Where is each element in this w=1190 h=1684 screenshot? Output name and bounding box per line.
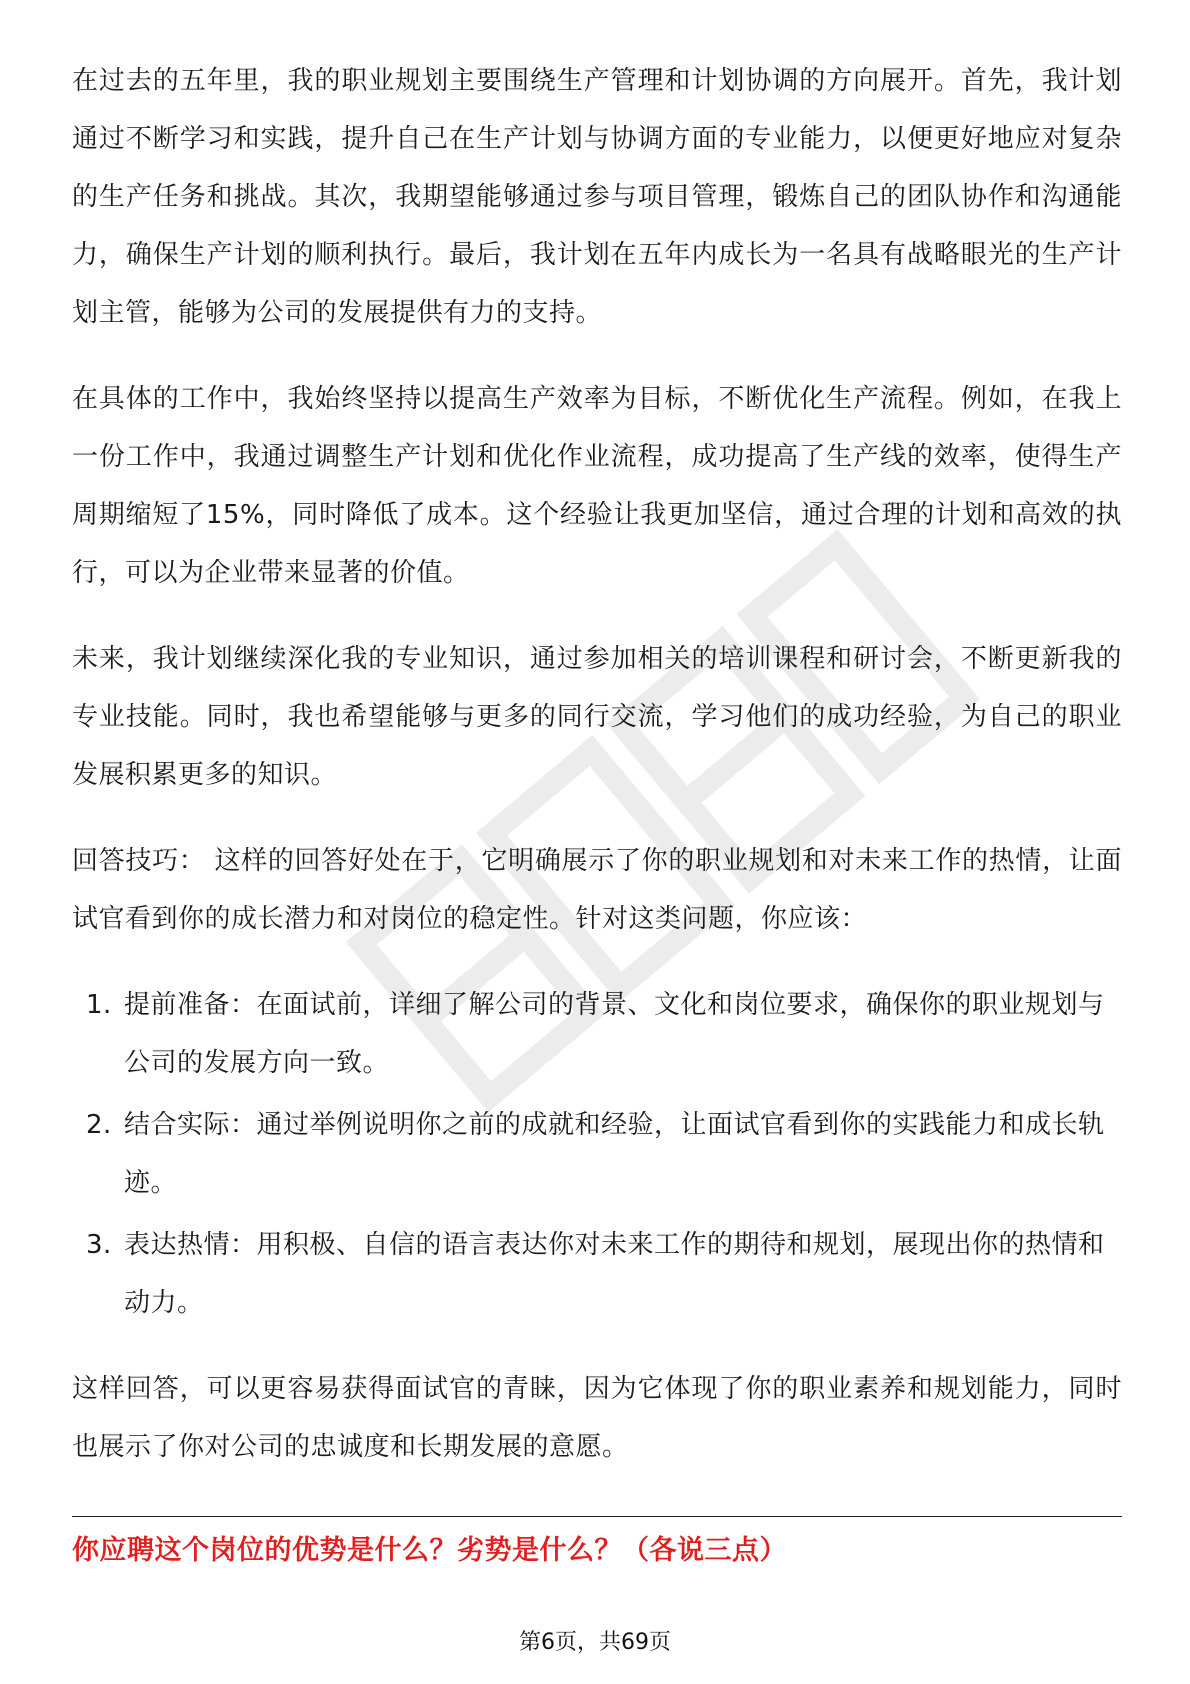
section-divider	[72, 1516, 1122, 1517]
tips-list	[72, 976, 1122, 1332]
list-item-text: 表达热情：用积极、自信的语言表达你对未来工作的期待和规划，展现出你的热情和动力。	[124, 1230, 1105, 1318]
list-item	[72, 976, 1122, 1092]
list-item	[72, 1096, 1122, 1212]
paragraph-closing: 这样回答，可以更容易获得面试官的青睐，因为它体现了你的职业素养和规划能力，同时也展示了你对公司的忠诚度和长期发展的意愿。	[72, 1374, 1122, 1462]
document-page	[72, 52, 1122, 1571]
list-item-number: 1.	[86, 990, 112, 1020]
list-item	[72, 1216, 1122, 1332]
list-item-number: 3.	[86, 1230, 112, 1260]
list-item-text: 结合实际：通过举例说明你之前的成就和经验，让面试官看到你的实践能力和成长轨迹。	[124, 1110, 1105, 1198]
paragraph-career-plan: 在过去的五年里，我的职业规划主要围绕生产管理和计划协调的方向展开。首先，我计划通过不断学习和实践，提升自己在生产计划与协调方面的专业能力，以便更好地应对复杂的生产任务和挑战。其次，我期望能够通过参与项目管理，锻炼自己的团队协作和沟通能力，确保生产计划的顺利执行。最后，我计划在五年内成长为一名具有战略眼光的生产计划主管，能够为公司的发展提供有力的支持。	[72, 66, 1122, 328]
list-item-number: 2.	[86, 1110, 112, 1140]
list-item-text: 提前准备：在面试前，详细了解公司的背景、文化和岗位要求，确保你的职业规划与公司的发展方向一致。	[124, 990, 1105, 1078]
paragraph-answer-tips: 回答技巧： 这样的回答好处在于，它明确展示了你的职业规划和对未来工作的热情，让面试官看到你的成长潜力和对岗位的稳定性。针对这类问题，你应该：	[72, 846, 1122, 934]
next-question-heading: 你应聘这个岗位的优势是什么？劣势是什么？（各说三点）	[72, 1535, 787, 1566]
page-number-footer: 第6页，共69页	[519, 1630, 671, 1655]
paragraph-future-plan: 未来，我计划继续深化我的专业知识，通过参加相关的培训课程和研讨会，不断更新我的专业技能。同时，我也希望能够与更多的同行交流，学习他们的成功经验，为自己的职业发展积累更多的知识。	[72, 644, 1122, 790]
paragraph-work-experience: 在具体的工作中，我始终坚持以提高生产效率为目标，不断优化生产流程。例如，在我上一份工作中，我通过调整生产计划和优化作业流程，成功提高了生产线的效率，使得生产周期缩短了15%，同时降低了成本。这个经验让我更加坚信，通过合理的计划和高效的执行，可以为企业带来显著的价值。	[72, 384, 1122, 588]
